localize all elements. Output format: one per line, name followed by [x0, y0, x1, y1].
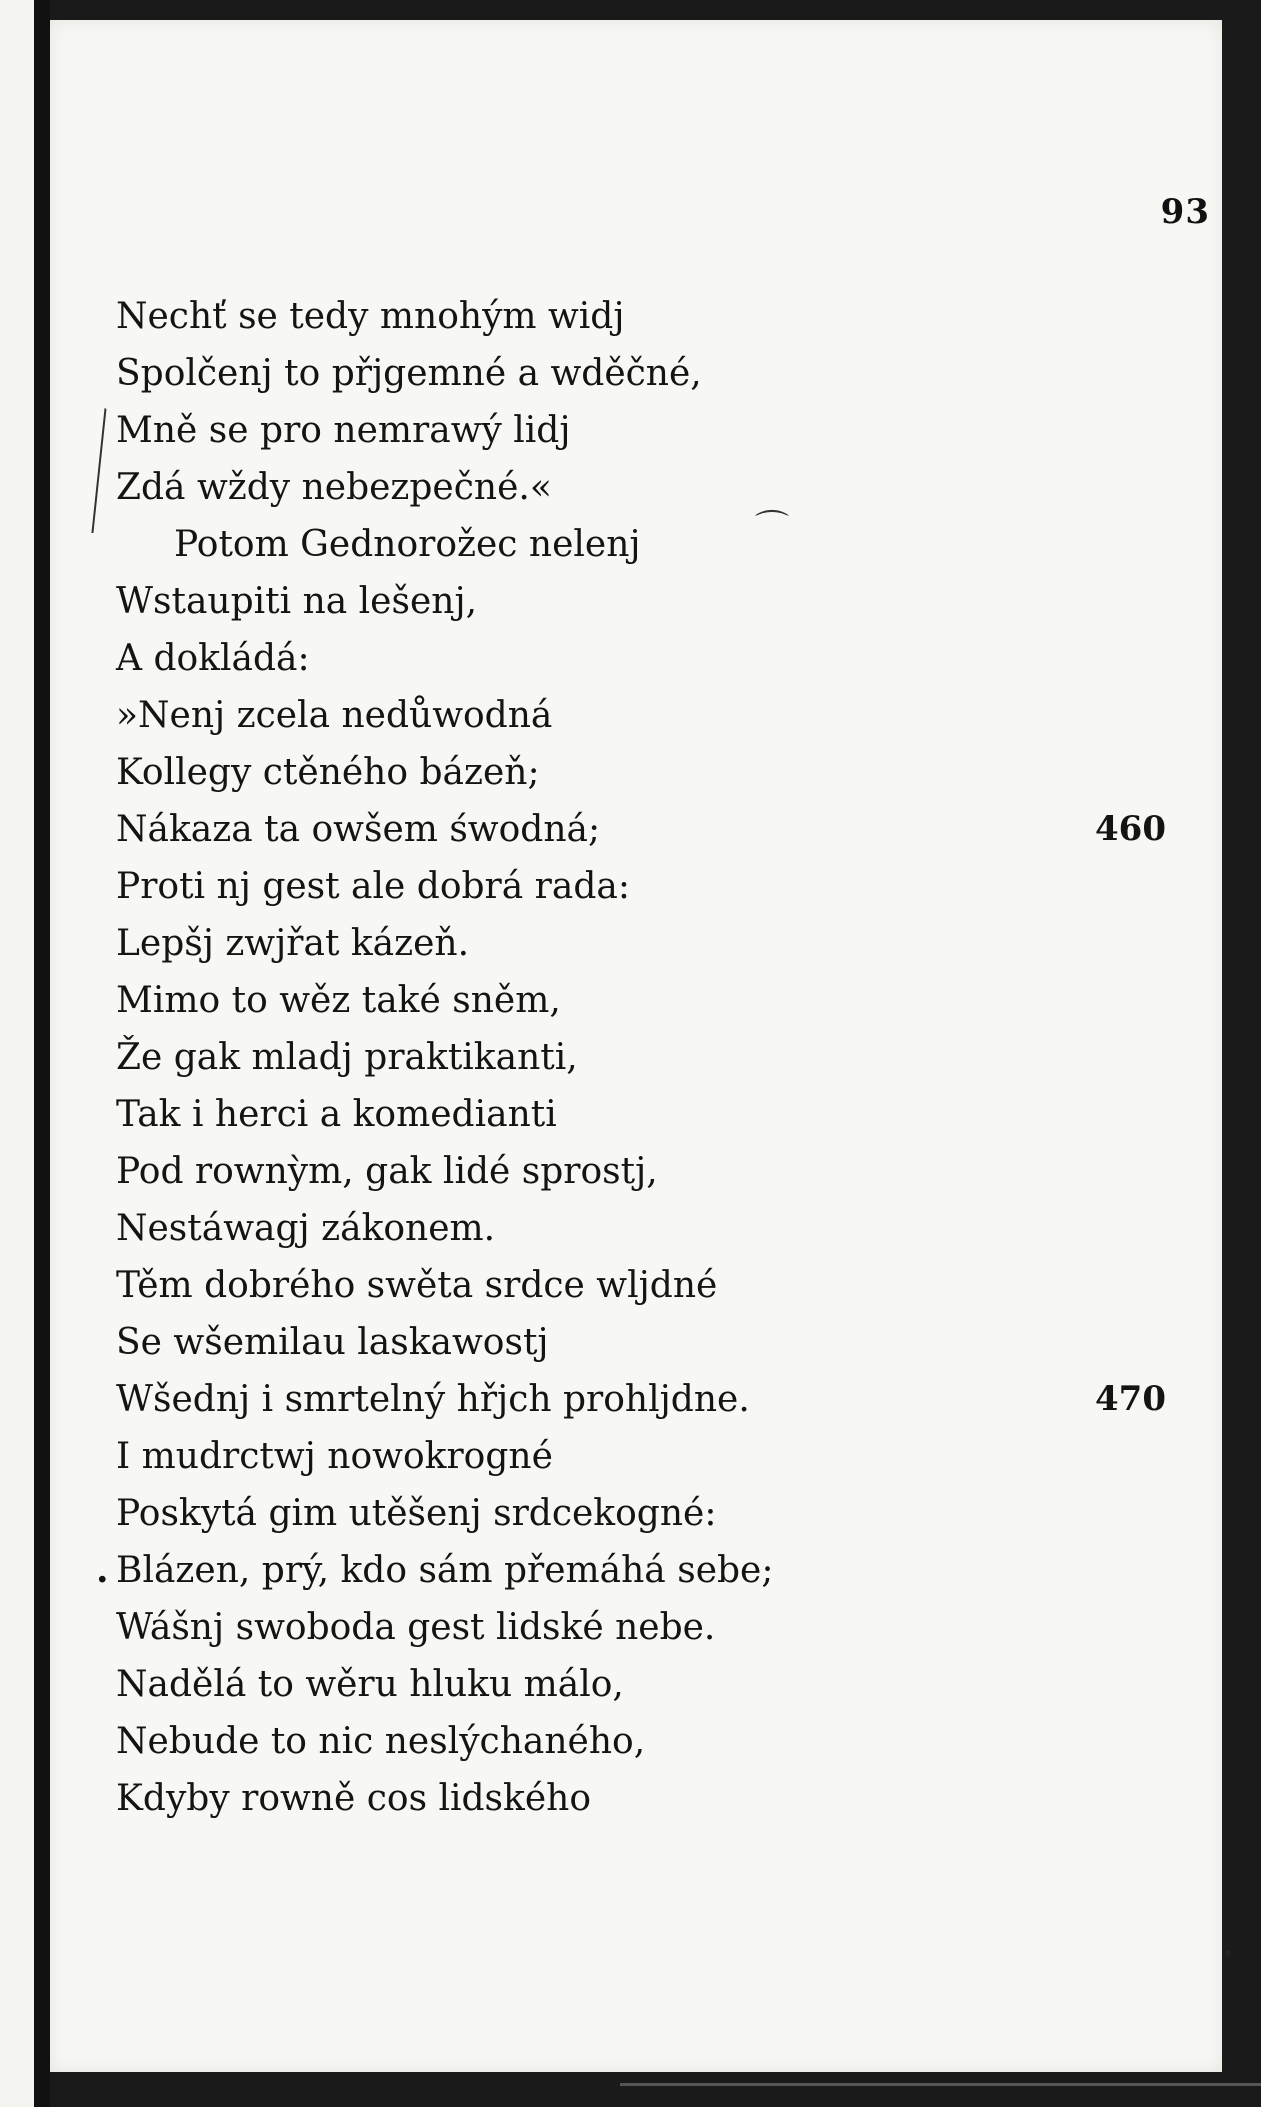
verse-line — [116, 1257, 1166, 1314]
verse-line — [116, 1086, 1166, 1143]
verse-text: Nadělá to wěru hluku málo, — [116, 1664, 624, 1705]
verse-line — [116, 915, 1166, 972]
verse-text: Nestáwagj zákonem. — [116, 1208, 496, 1249]
verse-line — [96, 1542, 1166, 1599]
verse-marker: . — [96, 1549, 109, 1591]
verse-line — [116, 1599, 1166, 1656]
verse-line-number: 460 — [1095, 809, 1166, 849]
verse-text: Kollegy ctěného bázeň; — [116, 752, 540, 793]
verse-line — [116, 972, 1166, 1029]
verse-line — [116, 402, 1166, 459]
verse-text: Těm dobrého swěta srdce wljdné — [116, 1265, 718, 1306]
verse-text: »Nenj zcela nedůwodná — [116, 695, 553, 736]
verse-line — [116, 345, 1166, 402]
scan-edge-line — [620, 2083, 1261, 2086]
verse-text: Kdyby rowně cos lidského — [116, 1778, 592, 1819]
verse-line — [116, 744, 1166, 801]
page-speck — [1225, 1950, 1231, 1956]
verse-text: A dokládá: — [116, 638, 310, 679]
book-gutter — [34, 0, 50, 2107]
verse-text: Zdá wždy nebezpečné.« — [116, 467, 552, 508]
verse-text: Blázen, prý, kdo sám přemáhá sebe; — [116, 1550, 774, 1591]
page-number: 93 — [1160, 192, 1210, 232]
verse-line — [116, 1428, 1166, 1485]
verse-text: Se wšemilau laskawostj — [116, 1322, 549, 1363]
verse-text: I mudrctwj nowokrogné — [116, 1436, 553, 1477]
verse-line — [116, 1143, 1166, 1200]
verse-text: Tak i herci a komedianti — [116, 1094, 557, 1135]
margin-pencil-mark: ⌒ — [755, 508, 789, 548]
verse-text: Mně se pro nemrawý lidj — [116, 410, 571, 451]
verse-text: Lepšj zwjřat kázeň. — [116, 923, 470, 964]
verse-text: Poskytá gim utěšenj srdcekogné: — [116, 1493, 717, 1534]
verse-line — [116, 1200, 1166, 1257]
verse-text: Spolčenj to přjgemné a wděčné, — [116, 353, 702, 394]
verse-text: Nechť se tedy mnohým widj — [116, 296, 625, 337]
verse-line — [116, 288, 1166, 345]
poem-text — [96, 288, 1166, 1827]
verse-line — [116, 687, 1166, 744]
verse-line — [116, 801, 1166, 858]
verse-line — [116, 630, 1166, 687]
verse-line — [116, 516, 1166, 573]
adjacent-page-edge — [0, 0, 34, 2107]
verse-line — [116, 1314, 1166, 1371]
verse-text: Wstaupiti na lešenj, — [116, 581, 478, 622]
verse-text: Nebude to nic neslýchaného, — [116, 1721, 646, 1762]
verse-line — [116, 459, 1166, 516]
verse-text: Že gak mladj praktikanti, — [116, 1037, 578, 1078]
verse-line — [116, 858, 1166, 915]
verse-text: Mimo to wěz také sněm, — [116, 980, 561, 1021]
verse-text: Nákaza ta owšem śwodná; — [116, 809, 601, 850]
verse-line — [116, 1485, 1166, 1542]
verse-text: Wšednj i smrtelný hřjch prohljdne. — [116, 1379, 750, 1420]
verse-line — [116, 1029, 1166, 1086]
book-page — [50, 20, 1222, 2072]
verse-line — [116, 1770, 1166, 1827]
verse-text: Pod rownỳm, gak lidé sprostj, — [116, 1151, 658, 1192]
verse-line — [116, 1656, 1166, 1713]
verse-line — [116, 573, 1166, 630]
verse-text: Proti nj gest ale dobrá rada: — [116, 866, 630, 907]
verse-text: Wášnj swoboda gest lidské nebe. — [116, 1607, 716, 1648]
verse-line — [116, 1371, 1166, 1428]
verse-line — [116, 1713, 1166, 1770]
verse-line-number: 470 — [1095, 1379, 1166, 1419]
verse-text: Potom Gednorožec nelenj — [174, 524, 641, 565]
